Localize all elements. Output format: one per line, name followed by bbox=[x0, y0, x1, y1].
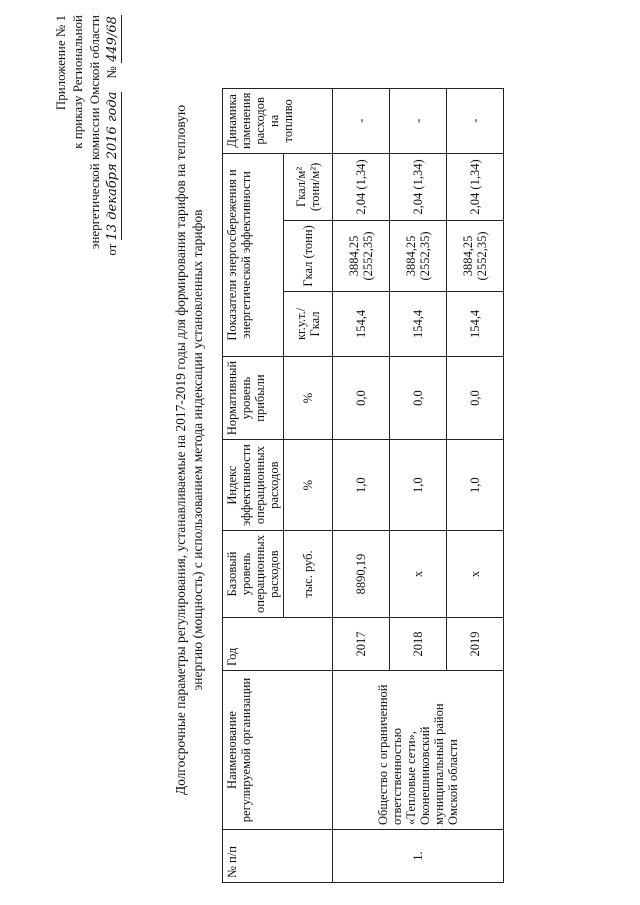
cell-dynamics: - bbox=[333, 88, 390, 153]
cell-gcal: 3884,25 (2552,35) bbox=[447, 220, 504, 291]
cell-gcal-m2: 2,04 (1,34) bbox=[447, 153, 504, 220]
header-no: № п/п bbox=[223, 830, 333, 883]
cell-year: 2018 bbox=[390, 618, 447, 671]
appendix-commission: энергетической комиссии Омской области bbox=[87, 15, 102, 250]
cell-year: 2019 bbox=[447, 618, 504, 671]
handwritten-number: 449/68 bbox=[105, 16, 120, 62]
cell-kg: 154,4 bbox=[333, 291, 390, 356]
number-label: № bbox=[104, 66, 119, 79]
appendix-header bbox=[52, 15, 122, 345]
cell-base: х bbox=[390, 531, 447, 618]
cell-profit: 0,0 bbox=[390, 356, 447, 439]
header-organization: Наименование регулируемой организации bbox=[223, 671, 333, 830]
cell-kg: 154,4 bbox=[390, 291, 447, 356]
header-fuel-dynamics: Динамика изменения расходов на топливо bbox=[223, 88, 333, 153]
cell-dynamics: - bbox=[447, 88, 504, 153]
cell-year: 2017 bbox=[333, 618, 390, 671]
cell-dynamics: - bbox=[390, 88, 447, 153]
title-line-2: энергию (мощность) с использованием метода индексации установленных тарифов bbox=[190, 209, 205, 691]
header-row bbox=[223, 88, 284, 882]
cell-profit: 0,0 bbox=[447, 356, 504, 439]
cell-profit: 0,0 bbox=[333, 356, 390, 439]
header-efficiency-index: Индекс эффективности операционных расходов bbox=[223, 440, 284, 531]
entry-number: 1. bbox=[333, 830, 504, 883]
document-title bbox=[172, 15, 206, 885]
unit-base: тыс. руб. bbox=[284, 531, 333, 618]
cell-gcal: 3884,25 (2552,35) bbox=[333, 220, 390, 291]
unit-gcal-per-m2: Гкал/м² (тонн/м²) bbox=[284, 153, 333, 220]
cell-kg: 154,4 bbox=[447, 291, 504, 356]
header-energy-saving: Показатели энергосбережения и энергетической эффективности bbox=[223, 153, 284, 356]
unit-gcal: Гкал (тонн) bbox=[284, 220, 333, 291]
unit-kg: кг.у.т./Гкал bbox=[284, 291, 333, 356]
table-row bbox=[333, 88, 390, 882]
organization-name: Общество с ограниченной ответственностью «Тепловые сети», Оконешниковский муниципальный район Омской области bbox=[333, 671, 504, 830]
parameters-table-wrapper bbox=[222, 88, 504, 883]
appendix-title: Приложение № 1 bbox=[53, 15, 68, 111]
from-label: от bbox=[104, 243, 119, 256]
header-year: Год bbox=[223, 618, 333, 671]
unit-index: % bbox=[284, 440, 333, 531]
cell-index: 1,0 bbox=[447, 440, 504, 531]
header-profit-level: Нормативный уровень прибыли bbox=[223, 356, 284, 439]
cell-base: 8890,19 bbox=[333, 531, 390, 618]
cell-gcal-m2: 2,04 (1,34) bbox=[390, 153, 447, 220]
appendix-date-number bbox=[103, 15, 122, 345]
parameters-table bbox=[222, 88, 504, 883]
title-line-1: Долгосрочные параметры регулирования, устанавливаемые на 2017-2019 годы для формирования тарифов на тепловую bbox=[173, 104, 188, 796]
cell-gcal: 3884,25 (2552,35) bbox=[390, 220, 447, 291]
unit-profit: % bbox=[284, 356, 333, 439]
handwritten-date: 13 декабря 2016 года bbox=[105, 91, 120, 241]
appendix-order-ref: к приказу Региональной bbox=[70, 15, 85, 149]
cell-index: 1,0 bbox=[390, 440, 447, 531]
cell-index: 1,0 bbox=[333, 440, 390, 531]
cell-gcal-m2: 2,04 (1,34) bbox=[333, 153, 390, 220]
cell-base: х bbox=[447, 531, 504, 618]
header-base-opex: Базовый уровень операционных расходов bbox=[223, 531, 284, 618]
